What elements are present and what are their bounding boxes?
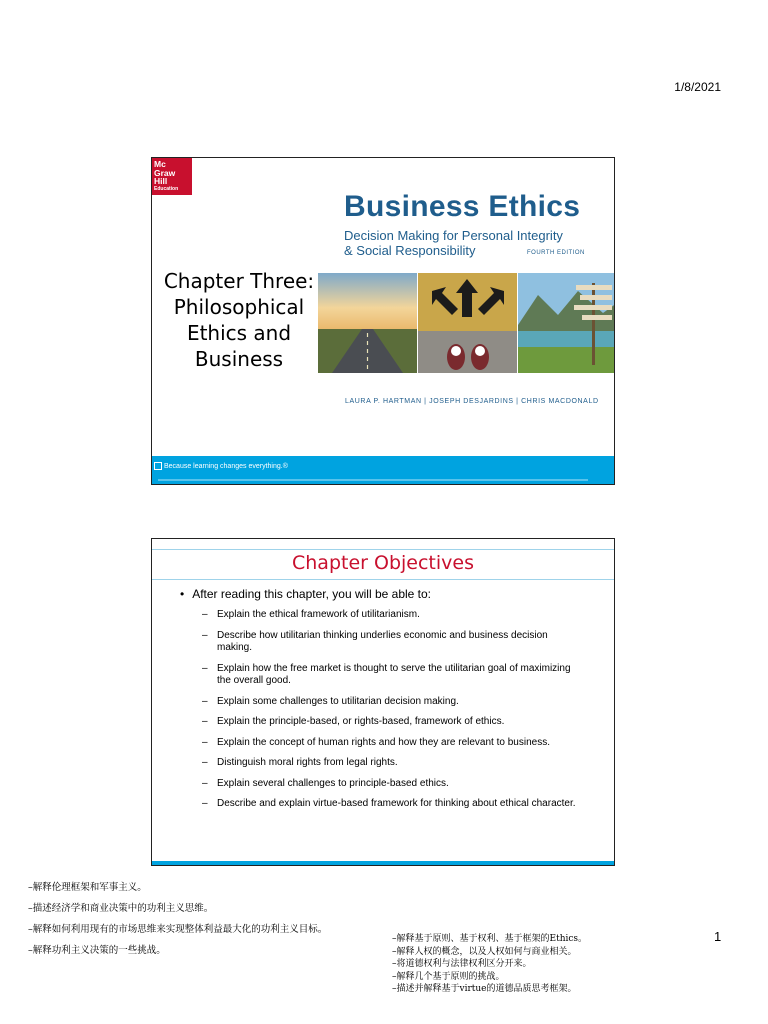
- list-item: [202, 737, 582, 750]
- logo-line-mc: Mc: [154, 159, 166, 169]
- slide-objectives: [151, 538, 615, 866]
- tagline: [154, 462, 288, 470]
- objectives-lead-text: After reading this chapter, you will be able to:: [192, 587, 432, 601]
- objective-text: Distinguish moral rights from legal rights.: [217, 757, 398, 768]
- checkbox-icon: [154, 462, 162, 470]
- note-line: –描述经济学和商业决策中的功利主义思维。: [28, 903, 214, 914]
- objective-text: Explain the ethical framework of utilitarianism.: [217, 609, 420, 620]
- bullet-icon: •: [180, 587, 185, 601]
- objective-text: Explain the concept of human rights and how they are relevant to business.: [217, 736, 550, 748]
- signpost-image: [518, 273, 615, 373]
- book-subtitle-line-1: Decision Making for Personal Integrity: [344, 228, 563, 243]
- road-image: [318, 273, 417, 373]
- note-line: –将道德权利与法律权利区分开来。: [392, 959, 532, 969]
- logo-line-education: Education: [154, 185, 179, 192]
- slide-footer-bar: [152, 456, 614, 484]
- notes-right: [392, 933, 587, 996]
- list-item: [202, 696, 582, 709]
- divider-top: [152, 549, 614, 550]
- book-cover: [317, 188, 615, 456]
- book-subtitle-line-2: & Social Responsibility: [344, 243, 476, 258]
- slide-title: [151, 157, 615, 485]
- list-item: [202, 778, 582, 791]
- note-line: –解释伦理框架和军事主义。: [28, 882, 147, 893]
- note-line: –描述并解释基于virtue的道德品质思考框架。: [392, 984, 577, 994]
- dash-icon: –: [202, 662, 208, 674]
- list-item: [202, 798, 582, 811]
- arrows-image: [418, 273, 517, 373]
- chapter-title: Chapter Three: Philosophical Ethics and Business: [163, 269, 315, 371]
- dash-icon: –: [202, 716, 208, 727]
- objective-text: Describe and explain virtue-based framework for thinking about ethical character.: [217, 798, 576, 809]
- divider-title: [152, 579, 614, 580]
- list-item: [202, 757, 582, 770]
- dash-icon: –: [202, 777, 208, 789]
- dash-icon: –: [202, 695, 208, 707]
- dash-icon: –: [202, 757, 208, 768]
- dash-icon: –: [202, 736, 208, 748]
- objectives-title: Chapter Objectives: [292, 552, 474, 574]
- note-line: –解释人权的概念，以及人权如何与商业相关。: [392, 946, 577, 957]
- tagline-text: Because learning changes everything.®: [164, 462, 288, 470]
- objective-text: Explain several challenges to principle-based ethics.: [217, 777, 449, 789]
- page-number: 1: [714, 929, 722, 944]
- page-date: 1/8/2021: [674, 80, 721, 94]
- dash-icon: –: [202, 629, 208, 641]
- note-line: –解释如何利用现有的市场思维来实现整体利益最大化的功利主义目标。: [28, 924, 328, 935]
- copyright-line: [158, 479, 588, 481]
- objective-text: Explain some challenges to utilitarian decision making.: [217, 695, 459, 707]
- slide-footer-bar: [152, 861, 614, 865]
- note-line: –解释几个基于原则的挑战。: [392, 971, 505, 982]
- logo-line-hill: Hill: [154, 176, 168, 186]
- objective-text: Explain the principle-based, or rights-based, framework of ethics.: [217, 716, 505, 727]
- book-title: Business Ethics: [344, 190, 581, 223]
- dash-icon: –: [202, 798, 208, 809]
- list-item: [202, 609, 582, 622]
- objectives-list: [202, 609, 582, 819]
- objectives-lead: [180, 587, 431, 601]
- dash-icon: –: [202, 609, 208, 620]
- book-authors: LAURA P. HARTMAN | JOSEPH DESJARDINS | CHRIS MACDONALD: [345, 398, 599, 405]
- book-edition: FOURTH EDITION: [527, 250, 585, 256]
- objective-text: Explain how the free market is thought to serve the utilitarian goal of maximizing the overall good.: [217, 662, 571, 686]
- objective-text: Describe how utilitarian thinking underlies economic and business decision making.: [217, 629, 548, 653]
- note-line: –解释功利主义决策的一些挑战。: [28, 945, 166, 956]
- notes-left: [28, 877, 327, 961]
- list-item: [202, 663, 582, 688]
- logo-line-graw: Graw: [154, 167, 176, 178]
- note-line: –解释基于原则、基于权利、基于框架的Ethics。: [392, 934, 588, 944]
- list-item: [202, 630, 582, 655]
- mcgraw-hill-logo: [152, 158, 192, 195]
- list-item: [202, 716, 582, 729]
